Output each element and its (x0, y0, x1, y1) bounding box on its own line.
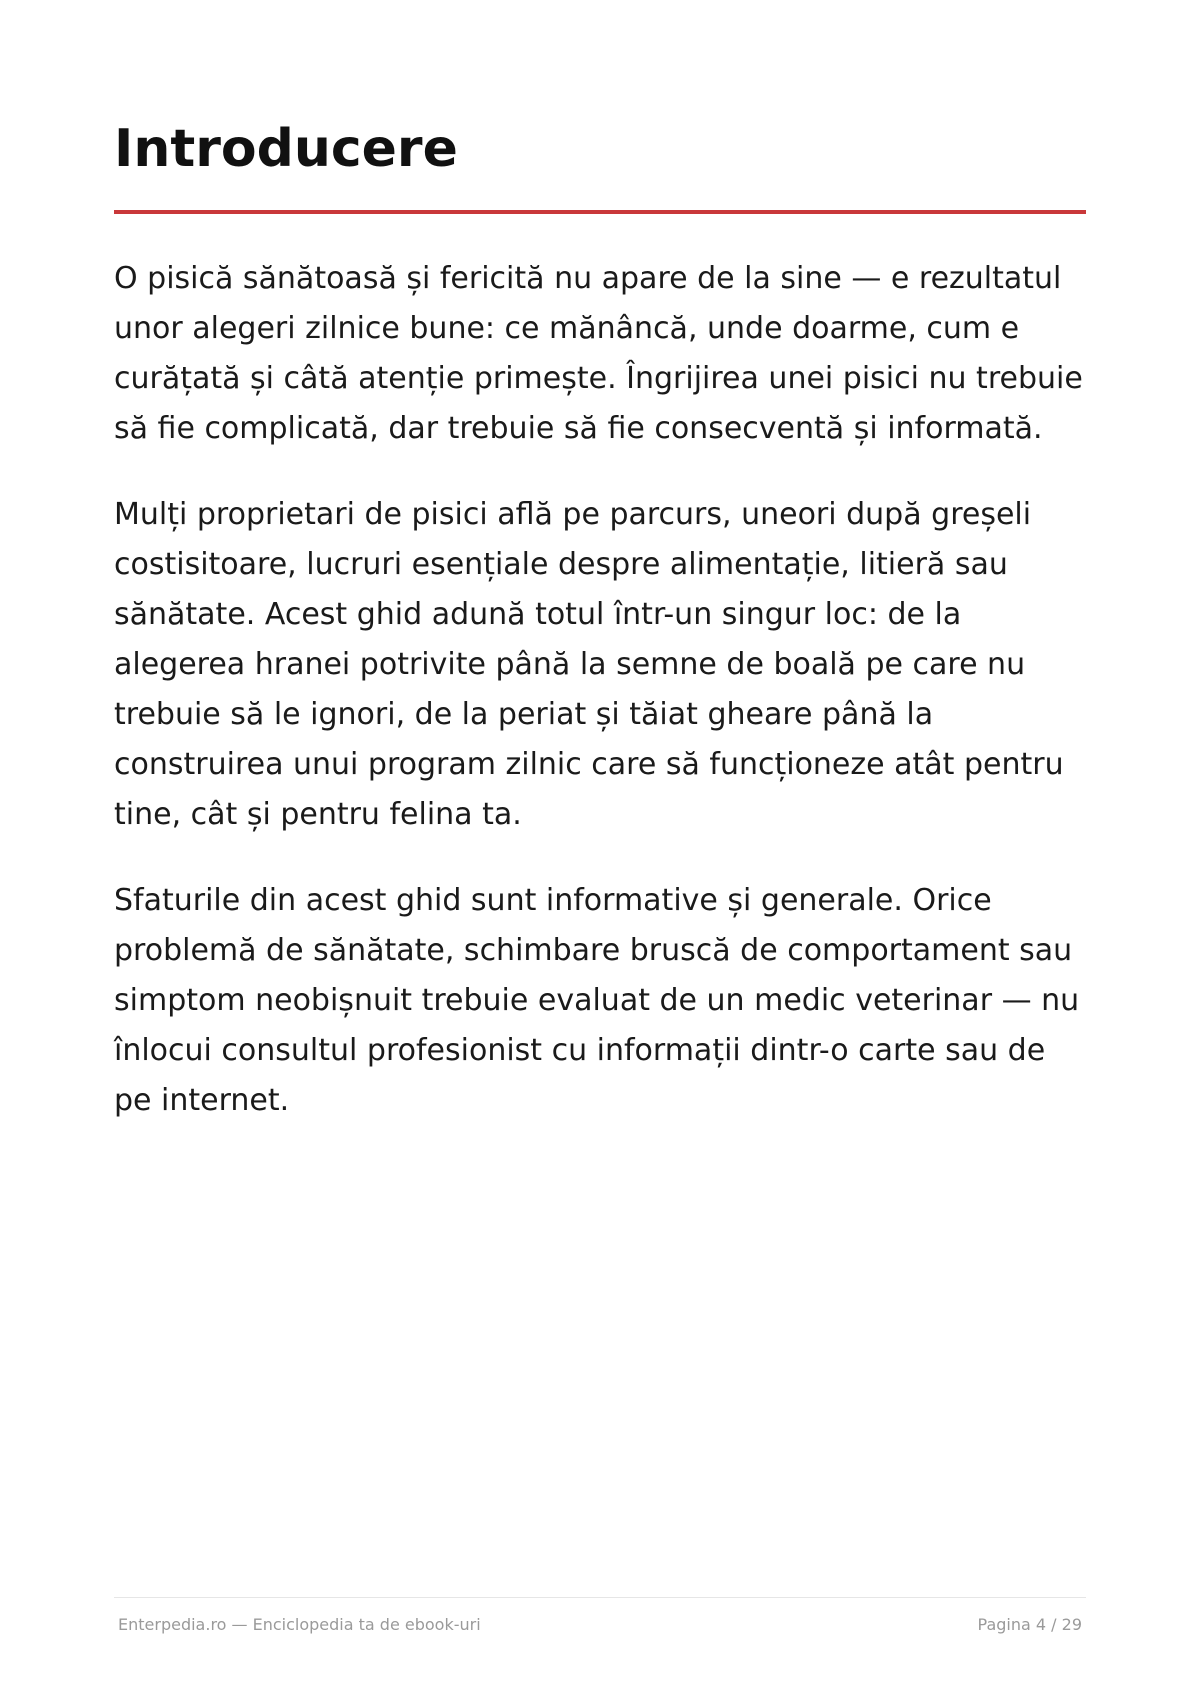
paragraph: O pisică sănătoasă și fericită nu apare de la sine — e rezultatul unor alegeri zilnice bune: ce mănâncă, unde doarme, cum e curățată și câtă atenție primește. Îngrijirea unei pisici nu trebuie să fie complicată, dar trebuie să fie consecventă și informată. (114, 261, 1083, 447)
footer-site-label: Enterpedia.ro — Enciclopedia ta de ebook-uri (118, 1615, 481, 1634)
paragraph: Mulți proprietari de pisici află pe parcurs, uneori după greșeli costisitoare, lucruri esențiale despre alimentație, litieră sau sănătate. Acest ghid adună totul într-un singur loc: de la alegerea hranei potrivite până la semne de boală pe care nu trebuie să le ignori, de la periat și tăiat gheare până la construirea unui program zilnic care să funcționeze atât pentru tine, cât și pentru felina ta. (114, 497, 1064, 833)
title-divider (114, 210, 1086, 214)
paragraph: Sfaturile din acest ghid sunt informative și generale. Orice problemă de sănătate, schimbare bruscă de comportament sau simptom neobișnuit trebuie evaluat de un medic veterinar — nu înlocui consultul profesionist cu informații dintr-o carte sau de pe internet. (114, 883, 1080, 1119)
page-title: Introducere (114, 119, 458, 179)
page-footer (114, 1597, 1086, 1634)
page-number: Pagina 4 / 29 (977, 1615, 1082, 1634)
page-content (114, 118, 1086, 1162)
